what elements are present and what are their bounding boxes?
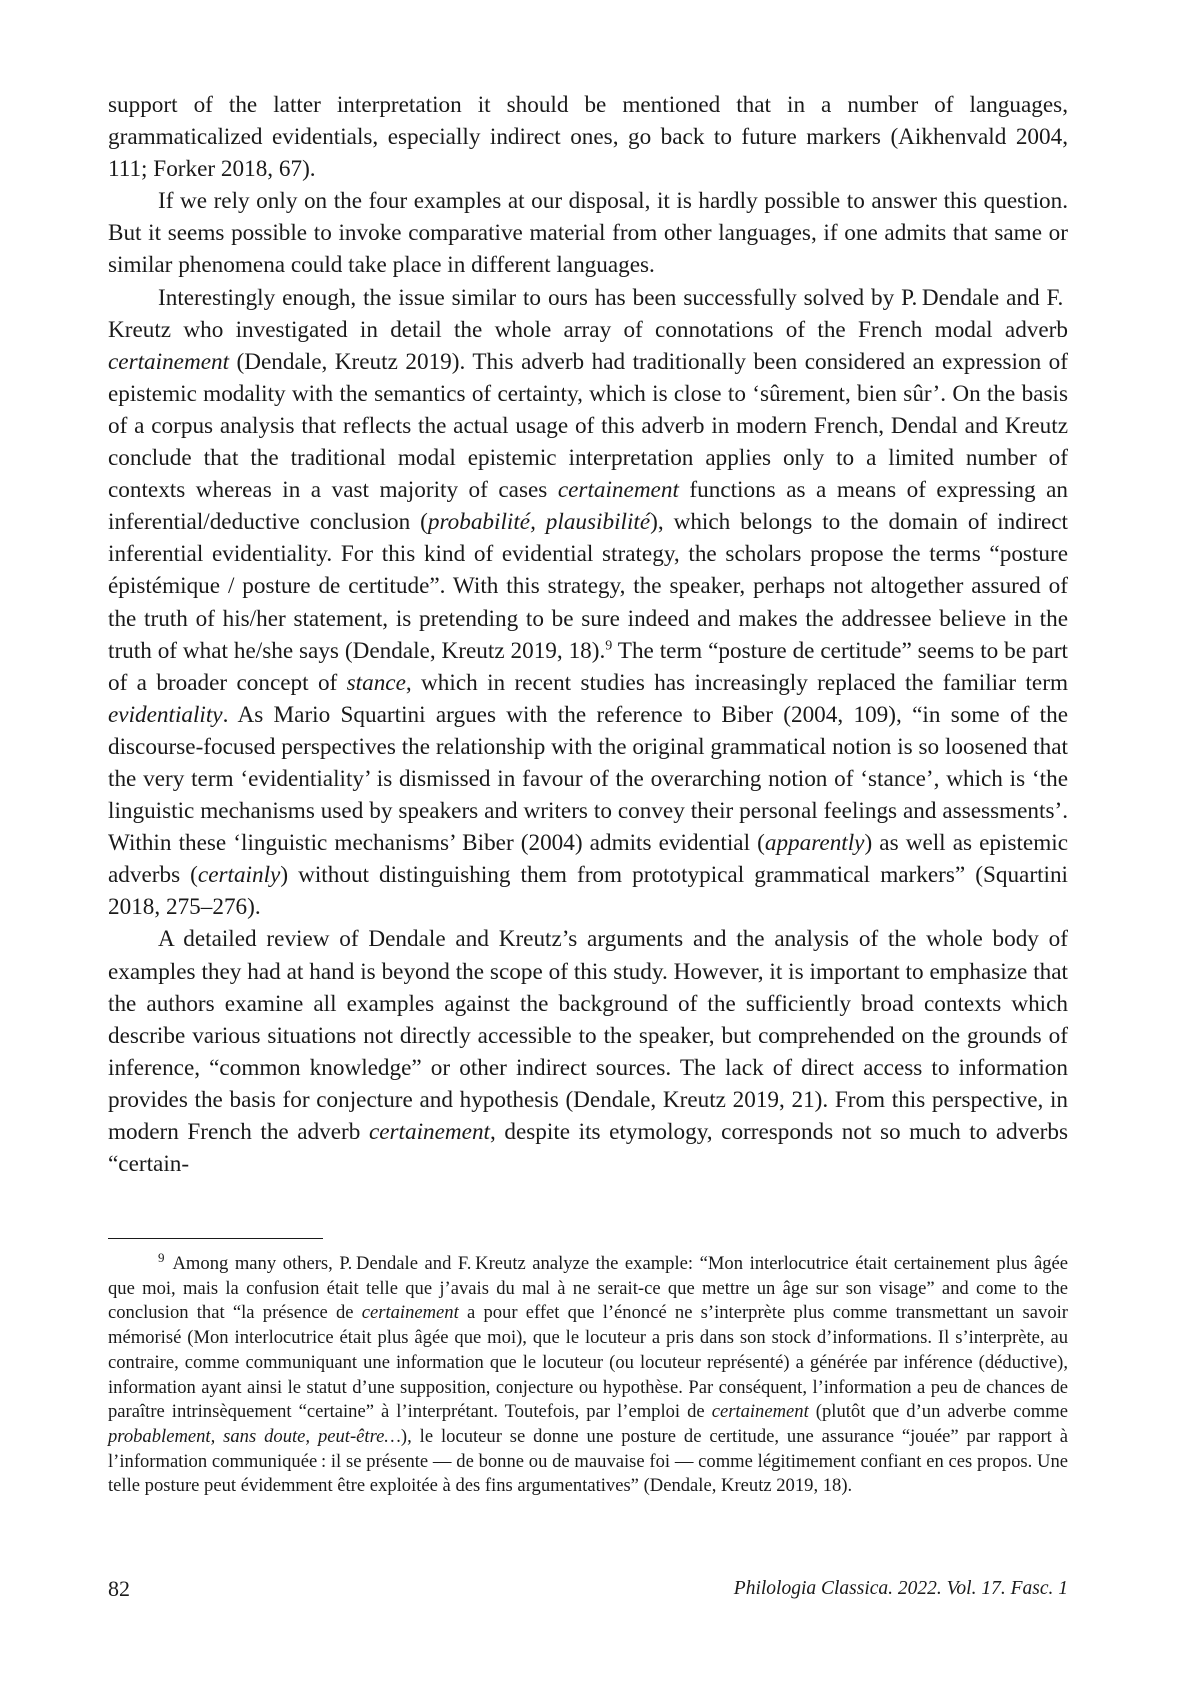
paragraph-1: support of the latter interpretation it should be mentioned that in a number of languages, grammaticalized evidentials, especially indirect ones, go back to future markers (Aikhenvald 2004, 111; Forker 2018, 67). bbox=[108, 92, 1068, 183]
italic-term: stance bbox=[346, 669, 406, 696]
italic-term: probabilité, plausibilité bbox=[427, 509, 651, 536]
italic-term: certainement bbox=[711, 1401, 809, 1423]
footnote-rule bbox=[108, 1238, 323, 1239]
italic-term: probablement, sans doute, peut-être… bbox=[108, 1425, 401, 1447]
text-run: ), le locuteur se donne une posture de certitude, une assurance “jouée” par rapport à l’information communiquée : il se présente — de bonne ou de mauvaise foi — comme légitimement confiant en ces propos. Une telle posture peut évidemment être exploitée à des fins argumentatives” (Dendale, Kreutz 2019, 18). bbox=[108, 1425, 1068, 1497]
text-run: ), which belongs to the domain of indirect inferential evidentiality. For this kind of evidential strategy, the scholars propose the terms “posture épistémique / posture de certitude”. With this strategy, the speaker, perhaps not altogether assured of the truth of his/her statement, is pretending to be sure indeed and makes the addressee believe in the truth of what he/she says (Dendale, Kreutz 2019, 18). bbox=[108, 509, 1068, 664]
italic-term: certainement bbox=[368, 1119, 490, 1145]
italic-term: apparently bbox=[764, 830, 865, 857]
text-run: functions as a means of expressing an inferential/​deductive conclusion ( bbox=[108, 477, 1069, 536]
text-run: Among many others, P. Dendale and F. Kreutz analyze the example: “Mon interlocutrice était certainement plus âgée que moi, mais la confusion était telle que j’avais du mal à ne serait-ce que mettre un âge sur son visage” and come to the conclusion that “la présence de bbox=[108, 1253, 1068, 1324]
text-run: The term “posture de certitude” seems to be part of a broader concept of bbox=[108, 637, 1068, 696]
footnote-number: 9 bbox=[158, 1249, 165, 1265]
paragraph-4 bbox=[108, 923, 1068, 1180]
running-head: Philologia Classica. 2022. Vol. 17. Fasc. 1 bbox=[733, 1578, 1068, 1599]
italic-term: certainly bbox=[197, 862, 281, 889]
paragraph-3 bbox=[108, 282, 1068, 924]
text-run: Interestingly enough, the issue similar to ours has been successfully solved by P. Dendale and F. Kreutz who investigated in detail the whole array of connotations of the French modal adverb bbox=[108, 284, 1068, 343]
italic-term: evidentiality bbox=[108, 701, 223, 728]
italic-term: certainement bbox=[557, 477, 679, 504]
footnote-marker[interactable]: 9 bbox=[605, 637, 613, 653]
text-run: , which in recent studies has increasingly replaced the familiar term bbox=[405, 669, 1068, 696]
italic-term: certainement bbox=[108, 348, 230, 375]
text-run: , despite its etymology, corresponds not so much to adverbs “certain- bbox=[108, 1119, 1068, 1178]
page-number: 82 bbox=[108, 1576, 130, 1601]
text-run: A detailed review of Dendale and Kreutz’s arguments and the analysis of the whole body of examples they had at hand is beyond the scope of this study. However, it is important to emphasize that the authors examine all examples against the background of the sufficiently broad contexts which describe various situations not directly accessible to the speaker, but comprehended on the grounds of inference, “common knowledge” or other indirect sources. The lack of direct access to information provides the basis for conjecture and hypothesis (Dendale, Kreutz 2019, 21). From this perspective, in modern French the adverb bbox=[108, 926, 1068, 1145]
paragraph-2: If we rely only on the four examples at our disposal, it is hardly possible to answer this question. But it seems possible to invoke comparative material from other languages, if one admits that same or similar phenomena could take place in different languages. bbox=[108, 188, 1068, 279]
text-run: ) as well as epistemic adverbs ( bbox=[108, 830, 1068, 889]
text-run: (Dendale, Kreutz 2019). This adverb had traditionally been considered an expression of epistemic modality with the semantics of certainty, which is close to ‘sûrement, bien sûr’. On the basis of a corpus analysis that reflects the actual usage of this adverb in modern French, Dendal and Kreutz conclude that the traditional modal epistemic interpretation applies only to a limited number of contexts whereas in a vast majority of cases bbox=[108, 348, 1068, 504]
italic-term: certainement bbox=[361, 1302, 459, 1324]
text-run: a pour effet que l’énoncé ne s’interprète plus comme transmettant un savoir mémorisé (Mon interlocutrice était plus âgée que moi), que le locuteur a pris dans son stock d’informations. Il s’interprète, au contraire, comme communiquant une information que le locuteur (ou locuteur représenté) a générée par inférence (déductive), information ayant ainsi le statut d’une supposition, conjecture ou hypothèse. Par conséquent, l’information a peu de chances de paraître intrinsèquement “certaine” à l’interprétant. Toutefois, par l’emploi de bbox=[108, 1302, 1068, 1423]
text-run: ) without distinguishing them from prototypical grammatical markers” (Squartini 2018, 275–276). bbox=[108, 862, 1068, 921]
text-run: (plutôt que d’un adverbe comme bbox=[808, 1401, 1068, 1423]
footnote-9 bbox=[108, 1249, 1068, 1499]
text-run: . As Mario Squartini argues with the reference to Biber (2004, 109), “in some of the discourse-focused perspectives the relationship with the original grammatical notion is so loosened that the very term ‘evidentiality’ is dismissed in favour of the overarching notion of ‘stance’, which is ‘the linguistic mechanisms used by speakers and writers to convey their personal feelings and assessments’. Within these ‘linguistic mechanisms’ Biber (2004) admits evidential ( bbox=[108, 701, 1068, 857]
main-text bbox=[108, 89, 1068, 1180]
